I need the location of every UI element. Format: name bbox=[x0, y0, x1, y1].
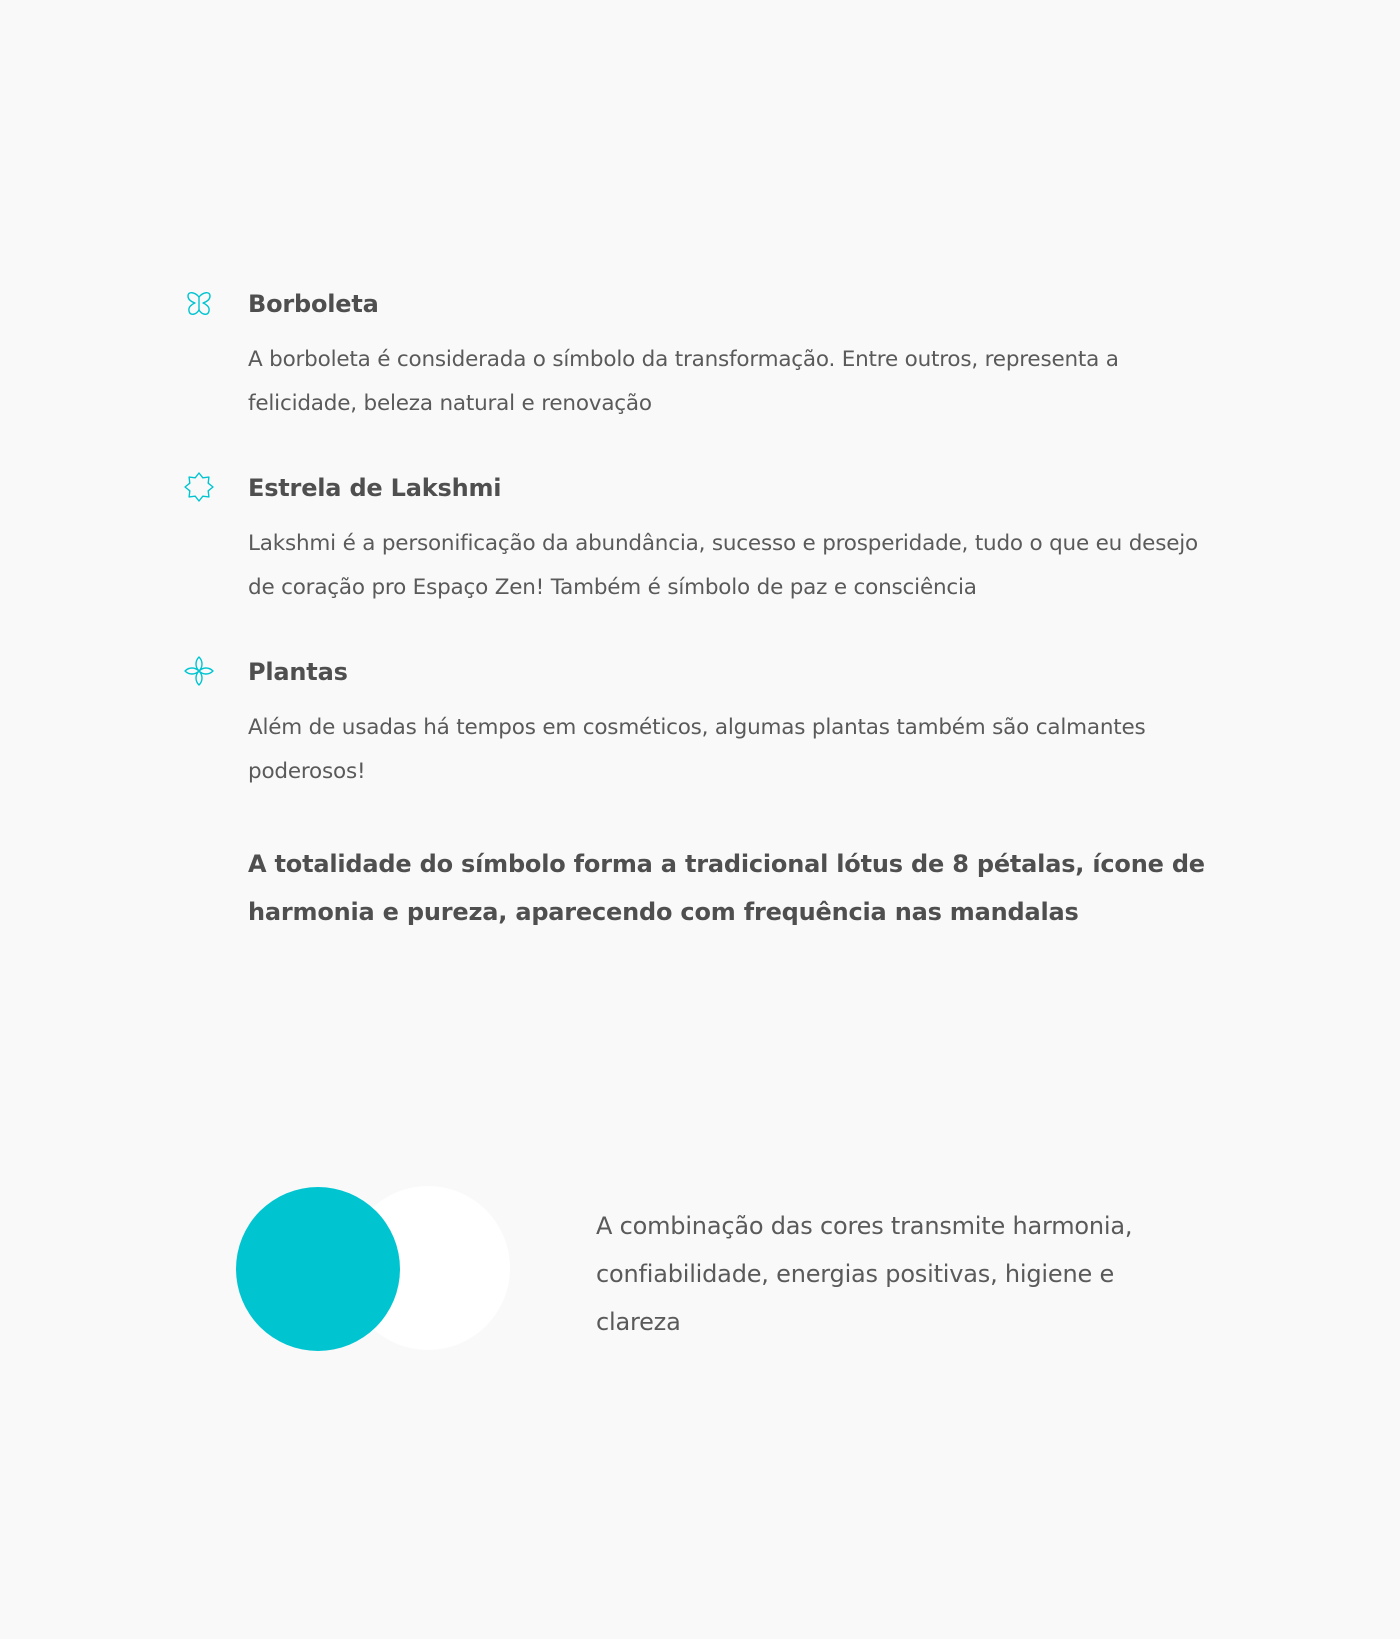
lakshmi-star-icon bbox=[182, 470, 216, 504]
plant-icon bbox=[182, 654, 216, 688]
symbol-summary: A totalidade do símbolo forma a tradicional lótus de 8 pétalas, ícone de harmonia e pureza, aparecendo com frequência nas mandalas bbox=[248, 850, 1205, 926]
symbol-title: Estrela de Lakshmi bbox=[248, 474, 502, 502]
butterfly-icon bbox=[182, 287, 216, 321]
symbol-description: A borboleta é considerada o símbolo da transformação. Entre outros, representa a felicidade, beleza natural e renovação bbox=[248, 347, 1119, 416]
symbol-description: Lakshmi é a personificação da abundância, sucesso e prosperidade, tudo o que eu desejo de coração pro Espaço Zen! Também é símbolo de paz e consciência bbox=[248, 531, 1198, 600]
teal-color-swatch bbox=[236, 1187, 400, 1351]
symbol-title: Plantas bbox=[248, 658, 348, 686]
symbol-title: Borboleta bbox=[248, 290, 379, 318]
palette-description: A combinação das cores transmite harmonia, confiabilidade, energias positivas, higiene e clareza bbox=[596, 1212, 1133, 1336]
symbol-description: Além de usadas há tempos em cosméticos, algumas plantas também são calmantes poderosos! bbox=[248, 715, 1146, 784]
